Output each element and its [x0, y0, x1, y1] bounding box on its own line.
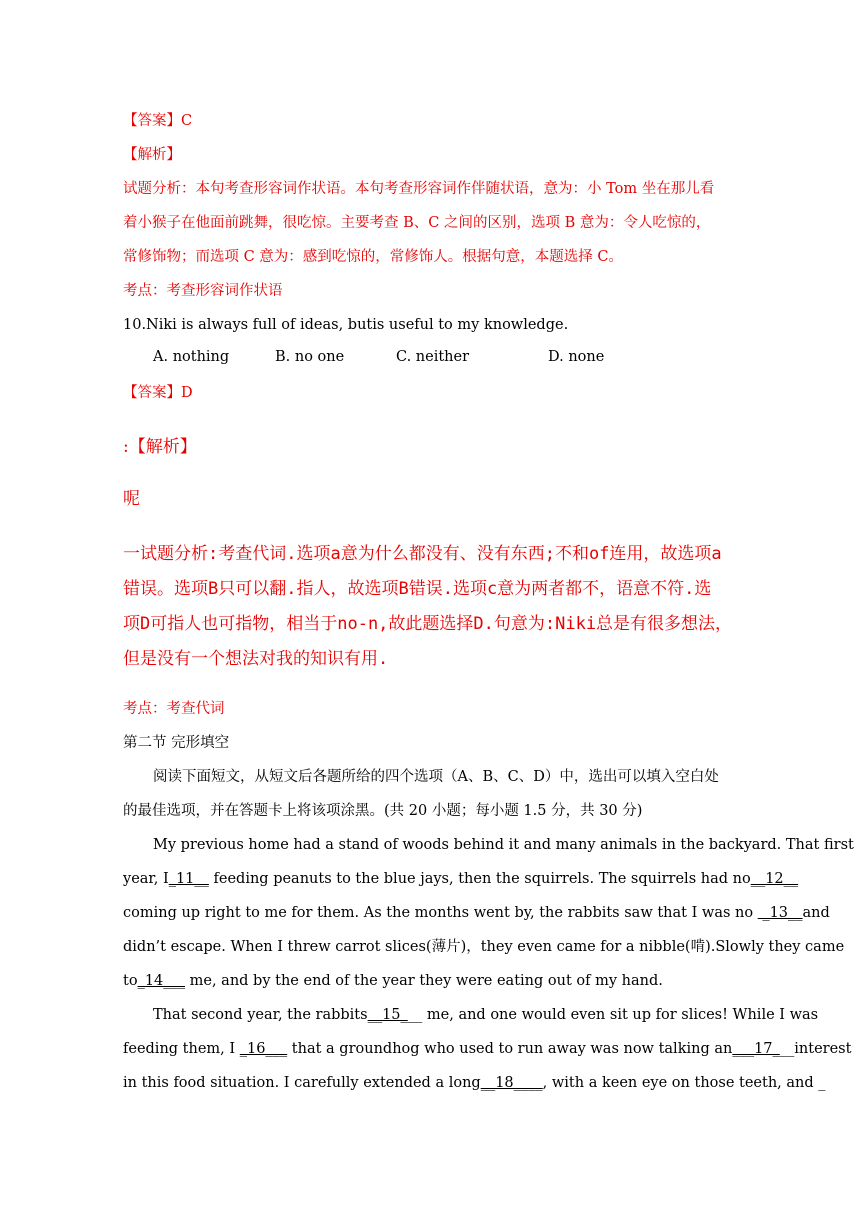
q10-analysis-line-1: 一试题分析:考查代词.选项a意为什么都没有、没有东西;不和of连用，故选项a	[123, 544, 722, 564]
text-segment: that a groundhog who used to run away was now talking an	[287, 1041, 733, 1057]
q9-answer: 【答案】C	[123, 113, 193, 129]
section-instructions-2: 的最佳选项，并在答题卡上将该项涂黑。(共 20 小题；每小题 1.5 分，共 30 分)	[123, 803, 643, 819]
passage-p2-line-2	[123, 1039, 852, 1059]
blank-12: __12__	[750, 871, 799, 887]
q10-option-a: A. nothing	[153, 349, 230, 365]
q10-option-b: B. no one	[275, 349, 345, 365]
q9-analysis-line-2: 着小猴子在他面前跳舞，很吃惊。主要考查 B、C 之间的区别，选项 B 意为：令人吃惊的，	[123, 215, 711, 231]
passage-p1-line-1: My previous home had a stand of woods behind it and many animals in the backyard. That first	[153, 837, 854, 853]
section-instructions-1: 阅读下面短文，从短文后各题所给的四个选项（A、B、C、D）中，选出可以填入空白处	[153, 769, 719, 785]
q9-analysis-title: 【解析】	[123, 147, 181, 163]
q10-analysis-line-3: 项D可指人也可指物，相当于no-n,故此题选择D.句意为:Niki总是有很多想法，	[123, 614, 733, 634]
section-title: 第二节 完形填空	[123, 735, 230, 751]
q9-point: 考点：考查形容词作状语	[123, 283, 283, 299]
text-segment: and	[802, 905, 830, 921]
blank-14: _14___	[137, 973, 186, 989]
blank-16: _16___	[239, 1041, 288, 1057]
q10-answer: 【答案】D	[123, 385, 193, 401]
text-segment: That second year, the rabbits	[153, 1007, 368, 1023]
text-segment: feeding peanuts to the blue jays, then the squirrels. The squirrels had no	[208, 871, 751, 887]
text-segment: , with a keen eye on those teeth, and _	[542, 1075, 826, 1091]
passage-p2-line-1	[153, 1005, 819, 1025]
q10-point: 考点：考查代词	[123, 701, 225, 717]
passage-p2-line-3	[123, 1073, 826, 1093]
q10-analysis-line-4: 但是没有一个想法对我的知识有用.	[123, 649, 389, 669]
blank-18: __18____	[480, 1075, 543, 1091]
blank-17: ___17_	[732, 1041, 780, 1057]
text-segment: __interest	[779, 1041, 852, 1057]
q10-stray-char: 呢	[123, 489, 140, 509]
q10-question: 10.Niki is always full of ideas, butis useful to my knowledge.	[123, 317, 569, 333]
text-segment: in this food situation. I carefully extended a long	[123, 1075, 481, 1091]
text-segment: coming up right to me for them. As the months went by, the rabbits saw that I was no	[123, 905, 758, 921]
q9-analysis-line-3: 常修饰物；而选项 C 意为：感到吃惊的，常修饰人。根据句意，本题选择 C。	[123, 249, 624, 265]
passage-p1-line-2	[123, 869, 799, 889]
blank-11: _11__	[168, 871, 209, 887]
text-segment: to	[123, 973, 138, 989]
text-segment: __ me, and one would even sit up for slices! While I was	[407, 1007, 819, 1023]
q9-analysis-line-1: 试题分析：本句考查形容词作状语。本句考查形容词作伴随状语，意为：小 Tom 坐在那儿看	[123, 181, 715, 197]
blank-15: __15_	[367, 1007, 408, 1023]
passage-p1-line-5	[123, 971, 663, 991]
q10-option-c: C. neither	[396, 349, 470, 365]
text-segment: feeding them, I	[123, 1041, 240, 1057]
blank-13: _13__	[757, 905, 803, 921]
q10-option-d: D. none	[548, 349, 605, 365]
q10-analysis-title: :【解析】	[123, 437, 197, 457]
q10-analysis-line-2: 错误。选项B只可以翻.指人，故选项B错误.选项c意为两者都不，语意不符.选	[123, 579, 712, 599]
passage-p1-line-4: didn’t escape. When I threw carrot slices(薄片)，they even came for a nibble(啃).Slowly they came	[123, 939, 845, 955]
text-segment: me, and by the end of the year they were eating out of my hand.	[185, 973, 663, 989]
text-segment: year, I	[123, 871, 169, 887]
passage-p1-line-3	[123, 903, 830, 923]
